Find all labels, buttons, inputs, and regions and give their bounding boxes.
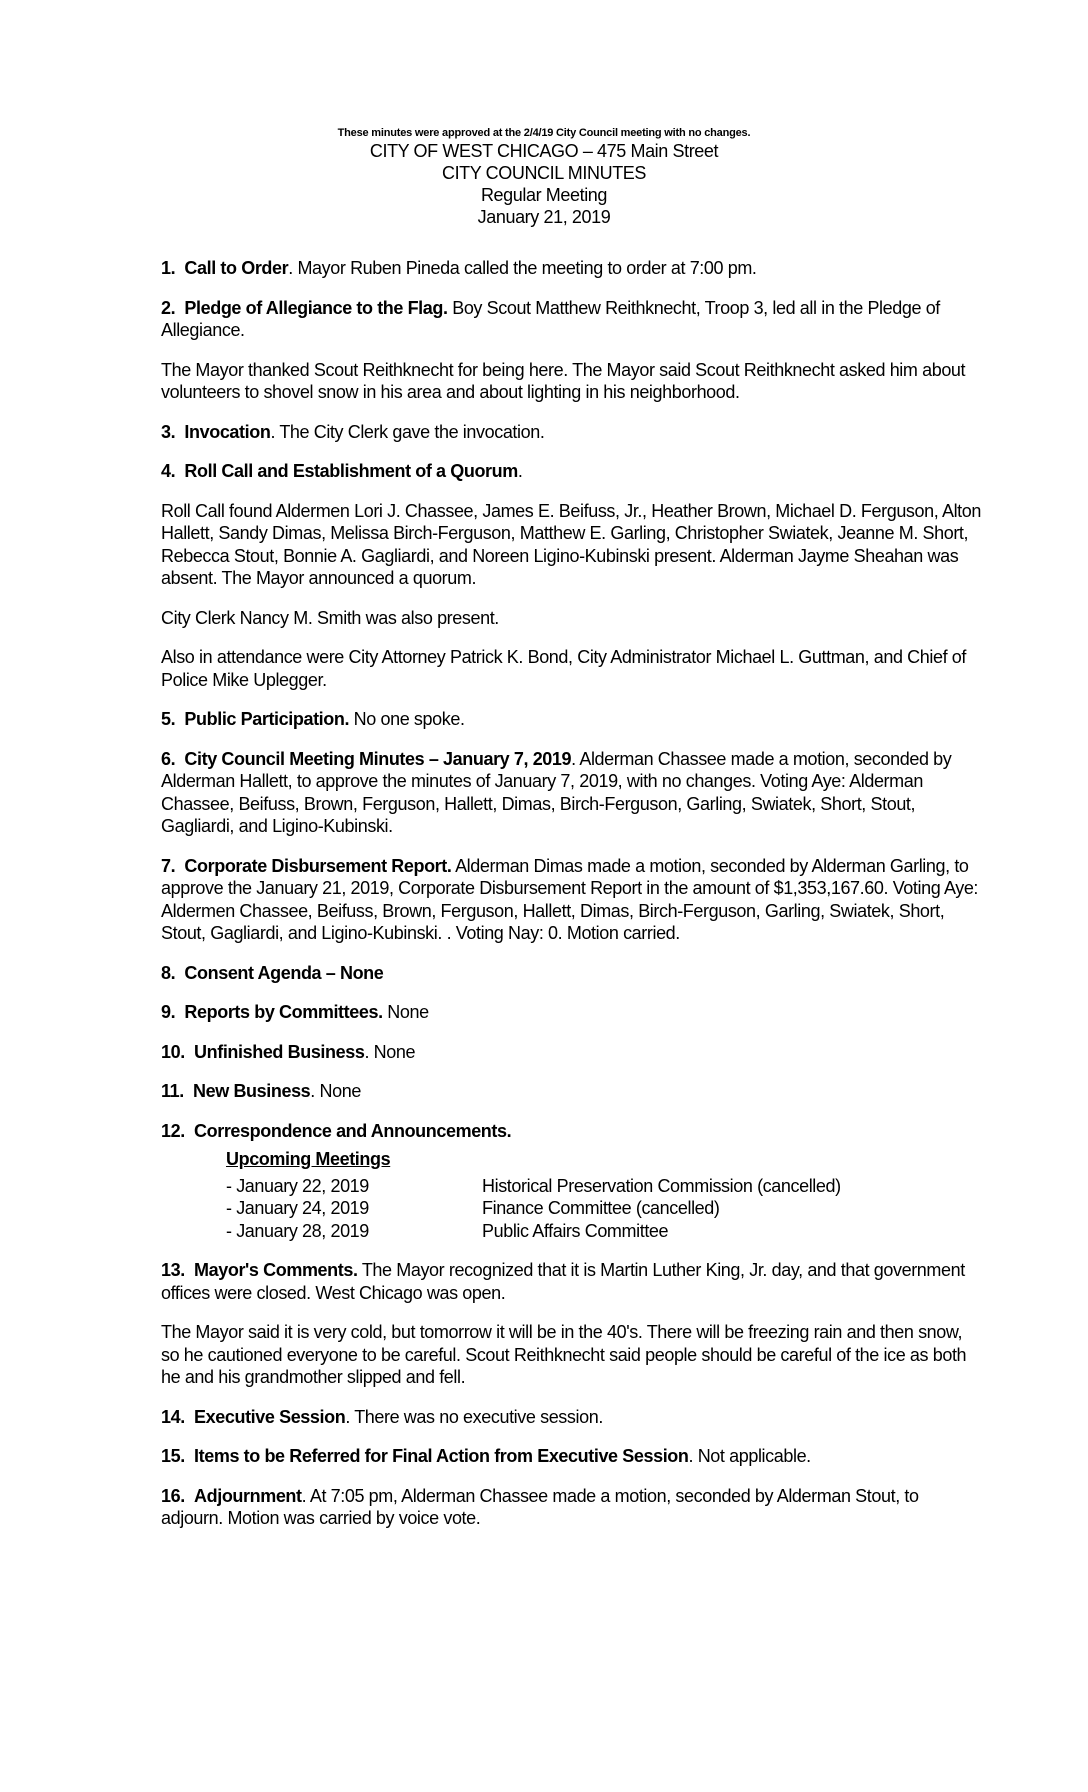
item-title: Consent Agenda – None <box>184 962 384 983</box>
meeting-row <box>226 1197 981 1220</box>
paragraph-mayor-thanks: The Mayor thanked Scout Reithknecht for being here. The Mayor said Scout Reithknecht asked him about volunteers to shovel snow in his area and about lighting in his neighborhood. <box>161 359 966 402</box>
item-number: 12. <box>161 1120 185 1141</box>
meeting-date: January 21, 2019 <box>477 207 611 227</box>
approval-note: These minutes were approved at the 2/4/19 City Council meeting with no changes. <box>337 127 751 139</box>
paragraph-roll-call-detail: Roll Call found Aldermen Lori J. Chassee, James E. Beifuss, Jr., Heather Brown, Michael D. Ferguson, Alton Hallett, Sandy Dimas, Melissa Birch-Ferguson, Matthew E. Garling, Christopher Swiatek, Jeanne M. Short, Rebecca Stout, Bonnie A. Gagliardi, and Noreen Ligino-Kubinski present. Alderman Jayme Sheahan was absent. The Mayor announced a quorum. <box>161 500 981 588</box>
meeting-type: Regular Meeting <box>480 185 608 205</box>
item-number: 3. <box>161 421 176 442</box>
meeting-row-date: - January 28, 2019 <box>226 1220 369 1241</box>
item-text: . Mayor Ruben Pineda called the meeting to order at 7:00 pm. <box>288 258 757 278</box>
item-number: 4. <box>161 461 176 481</box>
document-title: CITY COUNCIL MINUTES <box>441 163 647 183</box>
item-title: Items to be Referred for Final Action from Executive Session <box>194 1446 689 1466</box>
upcoming-meetings-title: Upcoming Meetings <box>226 1149 391 1169</box>
item-text: No one spoke. <box>349 709 465 729</box>
item-title: Public Participation. <box>184 709 350 729</box>
item-number: 7. <box>161 855 176 876</box>
item-disbursement-report <box>161 855 981 945</box>
item-consent-agenda <box>161 962 981 985</box>
item-title: Roll Call and Establishment of a Quorum <box>184 461 518 481</box>
item-call-to-order <box>161 257 981 280</box>
item-text: None <box>382 1002 429 1022</box>
item-title: New Business <box>193 1081 311 1101</box>
item-number: 11. <box>161 1081 184 1101</box>
item-text: . The City Clerk gave the invocation. <box>270 421 545 442</box>
item-title: Unfinished Business <box>194 1041 365 1062</box>
paragraph-attendance: Also in attendance were City Attorney Patrick K. Bond, City Administrator Michael L. Guttman, and Chief of Police Mike Uplegger. <box>161 647 966 690</box>
item-number: 5. <box>161 709 176 729</box>
meeting-row <box>226 1220 981 1243</box>
item-executive-session <box>161 1406 981 1429</box>
item-reports-committees <box>161 1001 981 1024</box>
meeting-row <box>226 1175 981 1198</box>
item-text: . None <box>364 1041 416 1062</box>
item-mayors-comments <box>161 1259 981 1304</box>
item-text: . None <box>310 1081 361 1101</box>
item-title: Correspondence and Announcements. <box>194 1120 512 1141</box>
item-number: 9. <box>161 1002 176 1022</box>
item-text: . At 7:05 pm, Alderman Chassee made a motion, seconded by Alderman Stout, to adjourn. Motion was carried by voice vote. <box>161 1485 919 1528</box>
item-title: Pledge of Allegiance to the Flag. <box>184 297 448 318</box>
meeting-row-event: Historical Preservation Commission (cancelled) <box>482 1175 841 1196</box>
meeting-row-event: Public Affairs Committee <box>482 1220 669 1241</box>
item-text: . Not applicable. <box>688 1446 811 1466</box>
upcoming-meetings <box>226 1148 981 1242</box>
item-title: Adjournment <box>194 1485 302 1506</box>
item-new-business <box>161 1080 981 1103</box>
item-invocation <box>161 421 981 444</box>
item-number: 16. <box>161 1485 185 1506</box>
item-text: . There was no executive session. <box>345 1406 603 1427</box>
item-number: 2. <box>161 297 176 318</box>
paragraph-city-clerk: City Clerk Nancy M. Smith was also present. <box>161 607 499 628</box>
item-adjournment <box>161 1485 981 1530</box>
item-title: Executive Session <box>194 1406 346 1427</box>
item-title: City Council Meeting Minutes – January 7, 2019 <box>184 748 572 769</box>
item-number: 6. <box>161 748 176 769</box>
item-roll-call <box>161 460 981 483</box>
meeting-row-event: Finance Committee (cancelled) <box>482 1198 720 1218</box>
item-number: 8. <box>161 962 176 983</box>
item-text: Alderman Dimas made a motion, seconded by Alderman Garling, to approve the January 21, 2019, Corporate Disbursement Report in the amount of $1,353,167.60. Voting Aye: Aldermen Chassee, Beifuss, Brown, Ferguson, Hallett, Dimas, Birch-Ferguson, Garling, Swiatek, Short, Stout, Gagliardi, and Ligino-Kubinski. . Voting Nay: 0. Motion carried. <box>161 855 979 943</box>
item-number: 15. <box>161 1446 185 1466</box>
item-text: . <box>517 461 523 481</box>
item-correspondence <box>161 1120 981 1143</box>
item-title: Invocation <box>184 421 271 442</box>
item-referred-final-action <box>161 1445 981 1468</box>
item-number: 10. <box>161 1041 185 1062</box>
item-text: The Mayor recognized that it is Martin Luther King, Jr. day, and that government offices were closed. West Chicago was open. <box>161 1260 965 1303</box>
item-number: 1. <box>161 258 176 278</box>
item-title: Reports by Committees. <box>184 1002 383 1022</box>
item-text: . Alderman Chassee made a motion, seconded by Alderman Hallett, to approve the minutes of January 7, 2019, with no changes. Voting Aye: Alderman Chassee, Beifuss, Brown, Ferguson, Hallett, Dimas, Birch-Ferguson, Garling, Swiatek, Short, Stout, Gagliardi, and Ligino-Kubinski. <box>161 748 952 836</box>
item-public-participation <box>161 708 981 731</box>
item-title: Mayor's Comments. <box>194 1260 358 1280</box>
item-title: Call to Order <box>184 258 289 278</box>
item-council-minutes <box>161 748 981 838</box>
item-number: 13. <box>161 1260 185 1280</box>
paragraph-weather: The Mayor said it is very cold, but tomorrow it will be in the 40's. There will be freezing rain and then snow, so he cautioned everyone to be careful. Scout Reithknecht said people should be careful of the ice as both he and his grandmother slipped and fell. <box>161 1322 967 1387</box>
meeting-row-date: - January 24, 2019 <box>226 1198 369 1218</box>
item-text: Boy Scout Matthew Reithknecht, Troop 3, led all in the Pledge of Allegiance. <box>161 297 940 340</box>
item-unfinished-business <box>161 1041 981 1064</box>
item-number: 14. <box>161 1406 185 1427</box>
item-title: Corporate Disbursement Report. <box>184 855 452 876</box>
minutes-body <box>161 257 981 1547</box>
meeting-row-date: - January 22, 2019 <box>226 1175 369 1196</box>
city-line: CITY OF WEST CHICAGO – 475 Main Street <box>369 141 719 161</box>
document-header <box>0 127 1088 228</box>
item-pledge <box>161 297 981 342</box>
